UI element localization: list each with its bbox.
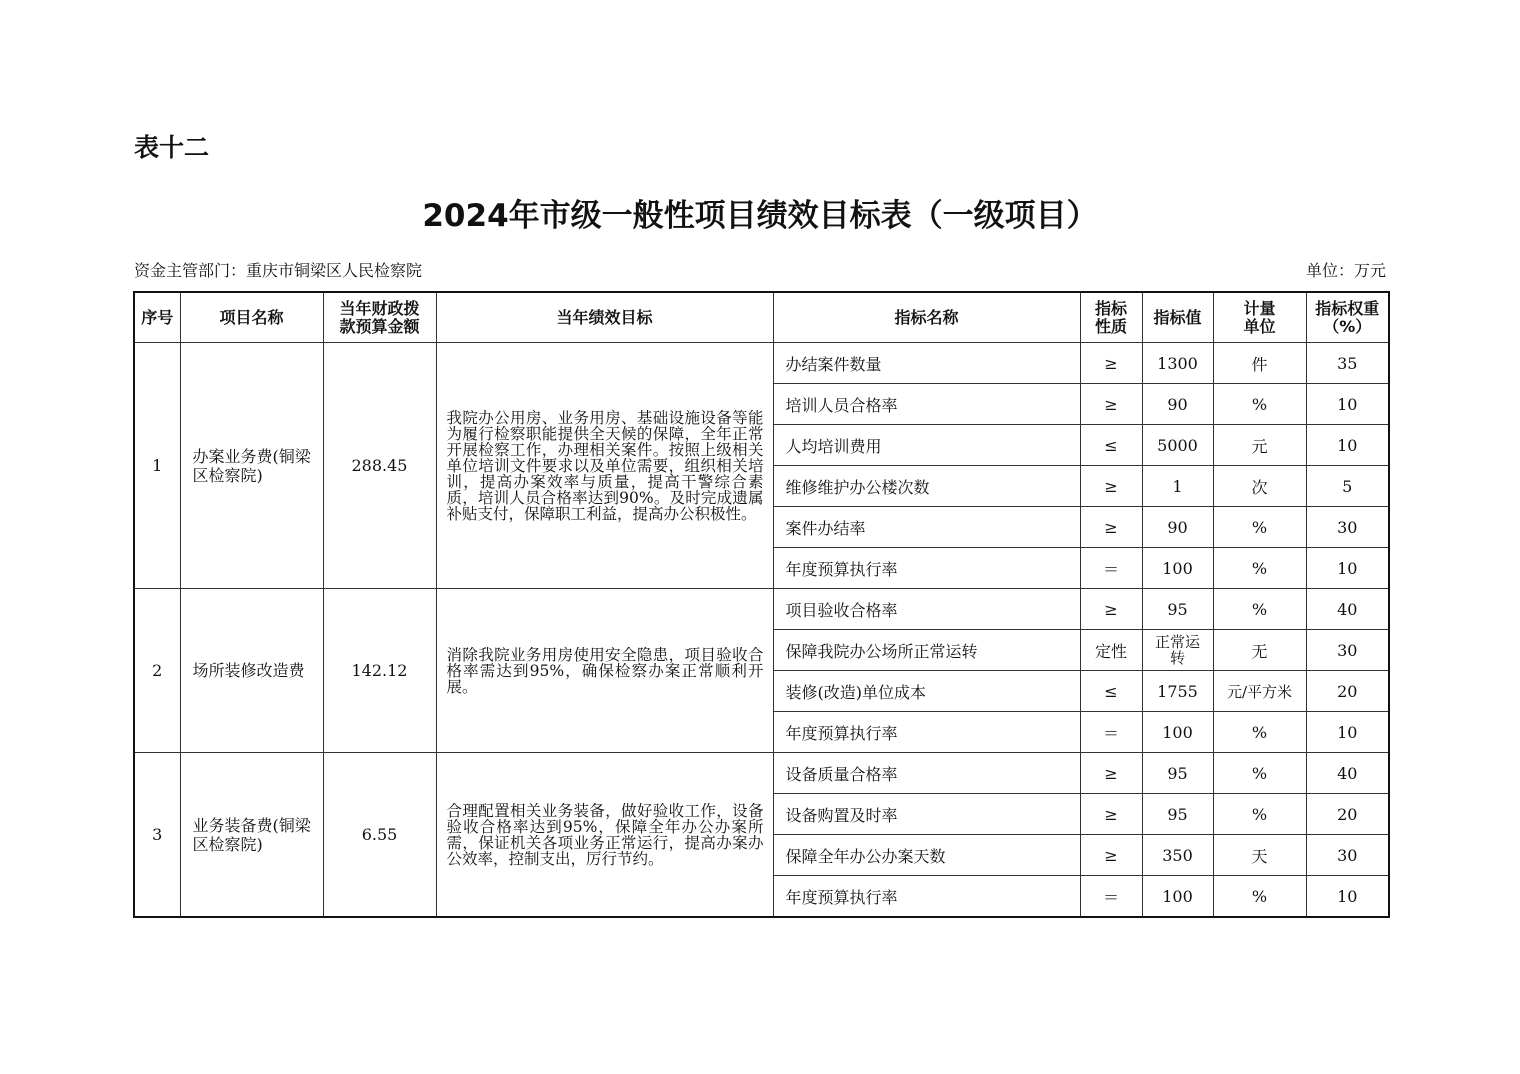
header-project: 项目名称 bbox=[180, 292, 323, 343]
header-seq: 序号 bbox=[134, 292, 180, 343]
indicator-weight: 10 bbox=[1306, 384, 1389, 425]
indicator-value: 5000 bbox=[1142, 425, 1213, 466]
indicator-weight: 10 bbox=[1306, 712, 1389, 753]
indicator-name: 年度预算执行率 bbox=[773, 548, 1080, 589]
header-weight: 指标权重（%） bbox=[1306, 292, 1389, 343]
table-row bbox=[134, 753, 1389, 794]
indicator-unit: 元/平方米 bbox=[1213, 671, 1306, 712]
table-row bbox=[134, 589, 1389, 630]
indicator-nature: ≥ bbox=[1080, 753, 1142, 794]
indicator-name: 人均培训费用 bbox=[773, 425, 1080, 466]
indicator-weight: 20 bbox=[1306, 794, 1389, 835]
indicator-nature: ≥ bbox=[1080, 794, 1142, 835]
indicator-nature: ≤ bbox=[1080, 425, 1142, 466]
indicator-value: 90 bbox=[1142, 507, 1213, 548]
indicator-unit: % bbox=[1213, 548, 1306, 589]
indicator-weight: 30 bbox=[1306, 507, 1389, 548]
project-budget: 6.55 bbox=[323, 753, 436, 918]
indicator-nature: ＝ bbox=[1080, 712, 1142, 753]
header-measure: 计量单位 bbox=[1213, 292, 1306, 343]
indicator-unit: % bbox=[1213, 876, 1306, 918]
indicator-name: 保障我院办公场所正常运转 bbox=[773, 630, 1080, 671]
indicator-name: 装修(改造)单位成本 bbox=[773, 671, 1080, 712]
project-seq: 3 bbox=[134, 753, 180, 918]
indicator-unit: 无 bbox=[1213, 630, 1306, 671]
indicator-unit: % bbox=[1213, 712, 1306, 753]
department-label: 资金主管部门：重庆市铜梁区人民检察院 bbox=[134, 261, 423, 280]
indicator-unit: % bbox=[1213, 507, 1306, 548]
indicator-weight: 10 bbox=[1306, 548, 1389, 589]
indicator-value: 正常运转 bbox=[1142, 630, 1213, 671]
indicator-name: 办结案件数量 bbox=[773, 343, 1080, 384]
indicator-unit: % bbox=[1213, 794, 1306, 835]
indicator-unit: 件 bbox=[1213, 343, 1306, 384]
indicator-nature: ＝ bbox=[1080, 548, 1142, 589]
project-seq: 1 bbox=[134, 343, 180, 589]
indicator-value: 1300 bbox=[1142, 343, 1213, 384]
header-goal: 当年绩效目标 bbox=[436, 292, 773, 343]
indicator-weight: 5 bbox=[1306, 466, 1389, 507]
project-goal: 消除我院业务用房使用安全隐患，项目验收合格率需达到95%，确保检察办案正常顺利开展。 bbox=[436, 589, 773, 753]
indicator-name: 案件办结率 bbox=[773, 507, 1080, 548]
indicator-weight: 10 bbox=[1306, 876, 1389, 918]
indicator-nature: ≥ bbox=[1080, 589, 1142, 630]
indicator-weight: 40 bbox=[1306, 753, 1389, 794]
project-budget: 288.45 bbox=[323, 343, 436, 589]
indicator-weight: 40 bbox=[1306, 589, 1389, 630]
indicator-unit: 天 bbox=[1213, 835, 1306, 876]
table-label: 表十二 bbox=[134, 133, 210, 162]
page-title: 2024年市级一般性项目绩效目标表（一级项目） bbox=[422, 198, 1098, 234]
indicator-unit: % bbox=[1213, 589, 1306, 630]
indicator-unit: % bbox=[1213, 384, 1306, 425]
indicator-value: 95 bbox=[1142, 753, 1213, 794]
indicator-value: 1755 bbox=[1142, 671, 1213, 712]
indicator-weight: 20 bbox=[1306, 671, 1389, 712]
header-budget: 当年财政拨款预算金额 bbox=[323, 292, 436, 343]
unit-label: 单位：万元 bbox=[1305, 261, 1386, 280]
indicator-nature: ≥ bbox=[1080, 835, 1142, 876]
indicator-name: 年度预算执行率 bbox=[773, 876, 1080, 918]
project-goal: 合理配置相关业务装备，做好验收工作，设备验收合格率达到95%，保障全年办公办案所需，保证机关各项业务正常运行，提高办案办公效率，控制支出，厉行节约。 bbox=[436, 753, 773, 918]
project-budget: 142.12 bbox=[323, 589, 436, 753]
indicator-nature: ≤ bbox=[1080, 671, 1142, 712]
indicator-name: 年度预算执行率 bbox=[773, 712, 1080, 753]
header-value: 指标值 bbox=[1142, 292, 1213, 343]
indicator-name: 项目验收合格率 bbox=[773, 589, 1080, 630]
indicator-nature: ≥ bbox=[1080, 384, 1142, 425]
project-name: 业务装备费(铜梁区检察院) bbox=[180, 753, 323, 918]
indicator-unit: 元 bbox=[1213, 425, 1306, 466]
indicator-unit: % bbox=[1213, 753, 1306, 794]
indicator-value: 350 bbox=[1142, 835, 1213, 876]
header-row bbox=[134, 292, 1389, 343]
indicator-nature: ≥ bbox=[1080, 466, 1142, 507]
indicator-name: 维修维护办公楼次数 bbox=[773, 466, 1080, 507]
indicator-value: 95 bbox=[1142, 794, 1213, 835]
performance-table bbox=[133, 291, 1390, 918]
indicator-name: 设备质量合格率 bbox=[773, 753, 1080, 794]
indicator-value: 1 bbox=[1142, 466, 1213, 507]
indicator-nature: 定性 bbox=[1080, 630, 1142, 671]
indicator-weight: 30 bbox=[1306, 835, 1389, 876]
header-indicator: 指标名称 bbox=[773, 292, 1080, 343]
indicator-name: 设备购置及时率 bbox=[773, 794, 1080, 835]
indicator-name: 培训人员合格率 bbox=[773, 384, 1080, 425]
indicator-value: 90 bbox=[1142, 384, 1213, 425]
project-goal: 我院办公用房、业务用房、基础设施设备等能为履行检察职能提供全天候的保障，全年正常开展检察工作，办理相关案件。按照上级相关单位培训文件要求以及单位需要，组织相关培训，提高办案效率与质量，提高干警综合素质，培训人员合格率达到90%。及时完成遗属补贴支付，保障职工利益，提高办公积极性。 bbox=[436, 343, 773, 589]
indicator-value: 95 bbox=[1142, 589, 1213, 630]
header-nature: 指标性质 bbox=[1080, 292, 1142, 343]
table-row bbox=[134, 343, 1389, 384]
indicator-nature: ≥ bbox=[1080, 343, 1142, 384]
indicator-value: 100 bbox=[1142, 876, 1213, 918]
indicator-value: 100 bbox=[1142, 548, 1213, 589]
indicator-weight: 35 bbox=[1306, 343, 1389, 384]
project-name: 办案业务费(铜梁区检察院) bbox=[180, 343, 323, 589]
project-seq: 2 bbox=[134, 589, 180, 753]
indicator-value: 100 bbox=[1142, 712, 1213, 753]
indicator-nature: ≥ bbox=[1080, 507, 1142, 548]
project-name: 场所装修改造费 bbox=[180, 589, 323, 753]
indicator-name: 保障全年办公办案天数 bbox=[773, 835, 1080, 876]
indicator-weight: 10 bbox=[1306, 425, 1389, 466]
indicator-unit: 次 bbox=[1213, 466, 1306, 507]
indicator-weight: 30 bbox=[1306, 630, 1389, 671]
indicator-nature: ＝ bbox=[1080, 876, 1142, 918]
